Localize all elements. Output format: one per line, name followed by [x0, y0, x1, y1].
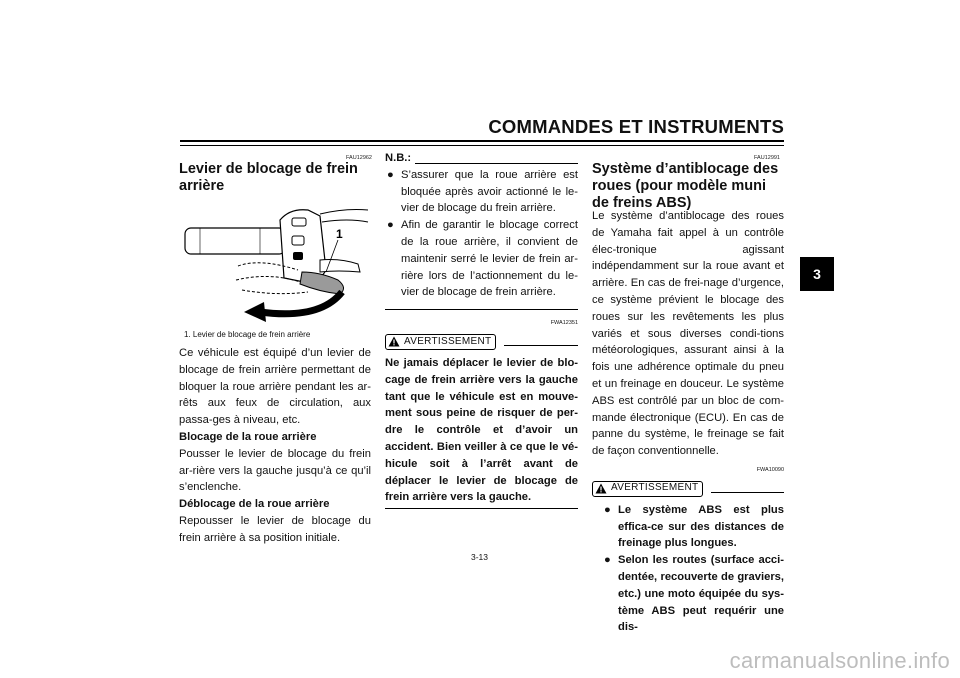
left-body — [179, 345, 371, 547]
nb-end-rule — [385, 309, 578, 310]
header-rule-thin — [180, 145, 784, 146]
abs-warning-list — [592, 502, 784, 636]
nb-label: N.B.: — [385, 152, 412, 164]
subheading-lock: Blocage de la roue arrière — [179, 430, 317, 443]
section-code: FAU12991 — [754, 155, 780, 161]
list-item: ● Afin de garantir le blocage correct de la roue arrière, il convient de maintenir serré le levier de frein ar-rière lors de l’actionnement du le-vier de blocage de frein arrière. — [387, 219, 578, 299]
figure-caption: 1. Levier de blocage de frein arrière — [184, 330, 311, 339]
warning-triangle-icon — [595, 483, 607, 494]
middle-body — [385, 150, 578, 509]
bullet-icon: ● — [604, 554, 611, 567]
warning-triangle-icon — [388, 336, 400, 347]
unlock-paragraph: Repousser le levier de blocage du frein arrière à sa position initiale. — [179, 514, 371, 544]
subheading-unlock: Déblocage de la roue arrière — [179, 498, 330, 511]
bullet-icon: ● — [387, 168, 394, 181]
lock-paragraph: Pousser le levier de blocage du frein ar-rière vers la gauche jusqu’à ce qu’il s’enclenche. — [179, 447, 371, 494]
right-body — [592, 208, 784, 636]
bullet-icon: ● — [387, 219, 394, 232]
warning-badge: AVERTISSEMENT — [592, 481, 703, 497]
section-code: FAU12962 — [346, 155, 372, 161]
section-heading: Système d’antiblocage des roues (pour modèle muni de freins ABS) — [592, 161, 779, 211]
bullet-icon: ● — [604, 503, 611, 516]
chapter-title: COMMANDES ET INSTRUMENTS — [488, 116, 784, 137]
warning-code: FWA12351 — [550, 320, 578, 327]
section-heading: Levier de blocage de frein arrière — [179, 161, 358, 194]
brake-lock-lever-illustration — [180, 200, 370, 326]
warning-text: Ne jamais déplacer le levier de blo-cage de frein arrière vers la gauche tant que le véhicule est en mouve-ment sous peine de risquer de per-dre le contrôle et d’avoir un accident. Bien veiller à ce que le vé-hicule soit à l’arrêt avant de déplacer le levier de blocage de frein arrière vers la gauche. — [385, 356, 578, 504]
watermark: carmanualsonline.info — [729, 648, 950, 673]
nb-list — [385, 167, 578, 301]
nb-header — [385, 150, 578, 167]
chapter-tab[interactable]: 3 — [800, 257, 834, 291]
list-item: ● Selon les routes (surface acci-dentée, recouverte de graviers, etc.) une moto équipée du sys-tème ABS peut requérir une dis- — [604, 554, 784, 634]
warning-header — [592, 479, 784, 499]
warning-badge: AVERTISSEMENT — [385, 334, 496, 350]
list-item: ● Le système ABS est plus effica-ce sur des distances de freinage plus longues. — [604, 503, 784, 550]
warning-end-rule — [385, 508, 578, 509]
list-item: ● S’assurer que la roue arrière est bloquée après avoir actionné le le-vier de blocage du frein arrière. — [387, 168, 578, 215]
abs-paragraph: Le système d’antiblocage des roues de Yamaha fait appel à un contrôle élec-tronique agissant indépendamment sur la roue avant et arrière. En cas de frei-nage d’urgence, ce système prévient le blocage des roues sur les revêtements les plus variés et sous diverses condi-tions météorologiques, assurant ainsi à la fois une adhérence optimale du pneu et un freinage en douceur. Le système ABS est contrôlé par un bloc de com-mande électronique (ECU). En cas de panne du système, le freinage se fait de façon conventionnelle. — [592, 210, 784, 458]
page-number: 3-13 — [471, 552, 489, 562]
header-rule-thick — [180, 140, 784, 142]
warning-code: FWA10090 — [756, 466, 784, 473]
callout-number: 1 — [336, 227, 343, 241]
intro-paragraph: Ce véhicule est équipé d’un levier de blocage de frein arrière permettant de bloquer la roue arrière pendant les ar-rêts aux feux de circulation, aux passa-ges à niveau, etc. — [179, 347, 371, 427]
warning-header — [385, 332, 578, 352]
